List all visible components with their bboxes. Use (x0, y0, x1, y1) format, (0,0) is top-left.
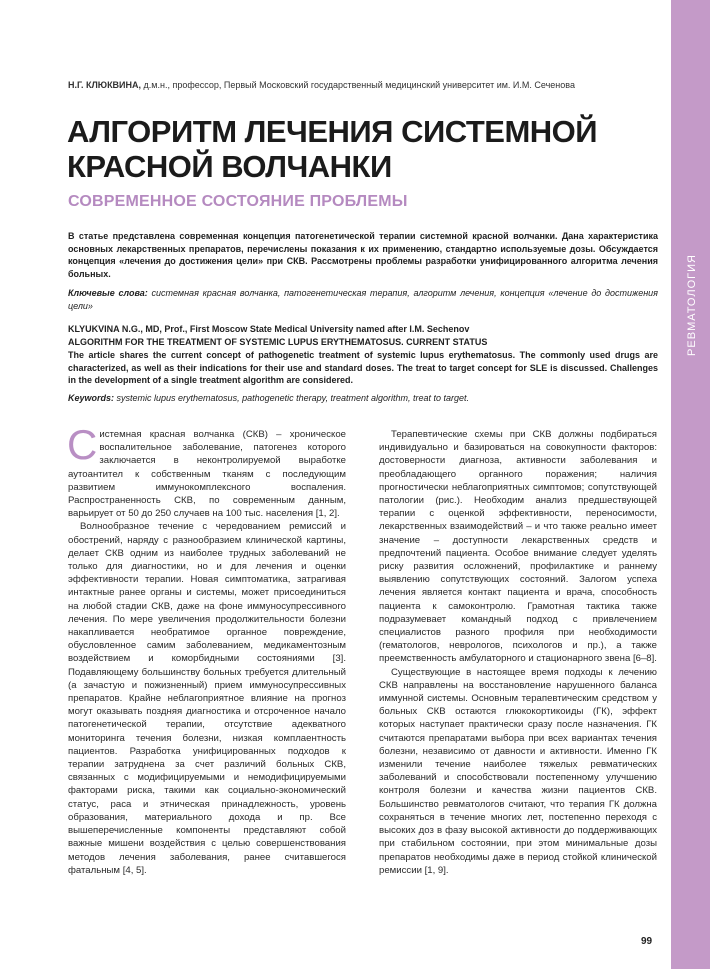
title-en: ALGORITHM FOR THE TREATMENT OF SYSTEMIC LUPUS ERYTHEMATOSUS. CURRENT STATUS (68, 337, 488, 347)
section-label (684, 250, 700, 360)
page-number: 99 (641, 936, 653, 947)
body-left-paragraph-2: Волнообразное течение с чередованием ремиссий и обострений, наряду с разнообразием клинической картины, делает СКВ одним из наиболее трудных заболеваний не только для диагностики, но и для лечения и оценки эффективности терапии. Новая симптоматика, затрагивая интактные ранее органы и системы, может присоединиться на любой стадии СКВ, даже на фоне иммуносупрессивного лечения. По мере увеличения продолжительности болезни накапливается необратимое органное повреждение, обусловленное самим заболеванием, медикаментозным воздействием и коморбидными состояниями [3]. Подавляющему большинству больных требуется длительный (а зачастую и пожизненный) прием иммуносупрессивных препаратов. Крайне неблагоприятное влияние на прогноз могут оказывать поздняя диагностика и отсроченное начало патогенетической терапии, отсутствие адекватного мониторинга течения болезни, низкая комплаентность пациентов. Разработка унифицированных подходов к терапии затруднена за счет различий больных СКВ, связанных с модифицируемыми и немодифицируемыми факторами риска, такими как социально-экономический статус, раса и этническая принадлежность, уровень образования, материального дохода и пр. Все вышеперечисленные компоненты представляют собой важные мишени воздействия с целью совершенствования методов лечения заболевания, ранее считавшегося фатальным [4, 5]. (68, 521, 346, 876)
abstract-ru: В статье представлена современная концепция патогенетической терапии системной красной волчанки. Дана характеристика основных лекарственных препаратов, перечислены показания к их применению, стандартно используемые дозы. Обсуждается концепция «лечения до достижения цели» при СКВ. Рассмотрены проблемы разработки унифицированного алгоритма лечения больных. (68, 231, 658, 279)
body-left-paragraph-1 (67, 421, 346, 520)
keywords-ru-label: Ключевые слова: (68, 288, 148, 298)
keywords-en-label: Keywords: (68, 393, 115, 403)
keywords-ru-text: системная красная волчанка, патогенетическая терапия, алгоритм лечения, концепция «лечение до достижения цели» (68, 288, 658, 311)
author-name: Н.Г. КЛЮКВИНА, (68, 80, 142, 90)
article-title: АЛГОРИТМ ЛЕЧЕНИЯ СИСТЕМНОЙ КРАСНОЙ ВОЛЧАНКИ (67, 114, 598, 184)
author-line (68, 80, 658, 90)
body-left-paragraph-1-text: истемная красная волчанка (СКВ) – хроническое воспалительное заболевание, патогенез которого заключается в неконтролируемой выработке аутоантител к собственным тканям с последующим развитием иммунокомплексного воспаления. Распространенность СКВ, по современным данным, варьирует от 50 до 250 случаев на 100 тыс. населения [1, 2]. (68, 429, 346, 520)
author-en: KLYUKVINA N.G., MD, Prof., First Moscow State Medical University named after I.M. Sechenov (68, 324, 470, 334)
keywords-en (68, 392, 658, 405)
body-column-right (379, 428, 657, 877)
body-right-paragraph-1: Терапевтические схемы при СКВ должны подбираться индивидуально и базироваться на совокупности факторов: достоверности диагноза, активности заболевания и преобладающего органного поражения; наличия прогностически неблагоприятных симптомов; сопутствующей патологии (рис.). Необходим анализ предшествующей терапии с оценкой эффективности, переносимости, лекарственных взаимодействий – и что также реально имеет значение – доступности лекарственных средств и предпочтений пациента. Особое внимание следует уделять риску развития осложнений, профилактике и раннему выявлению сопутствующих состояний. Залогом успеха лечения является контакт пациента и врача, способность пациента к самоконтролю. Грамотная тактика также подразумевает командный подход с привлечением специалистов разного профиля при необходимости (гематологов, неврологов, психологов и пр.), а также преемственность амбулаторного и стационарного звена [6–8]. (379, 429, 657, 665)
article-subtitle: СОВРЕМЕННОЕ СОСТОЯНИЕ ПРОБЛЕМЫ (68, 193, 408, 210)
body-right-paragraph-2: Существующие в настоящее время подходы к лечению СКВ направлены на восстановление нарушенного баланса иммунной системы. Основным терапевтическим средством у больных СКВ остаются глюкокортикоиды (ГК), эффект которых наступает практически сразу после назначения. ГК считаются препаратами выбора при всех вариантах течения болезни, независимо от давности и активности. Именно ГК изменили течение наиболее тяжелых ревматических заболеваний и способствовали постепенному улучшению контроля болезни и качества жизни пациентов СКВ. Большинство ревматологов считают, что терапия ГК должна сохраняться в течение многих лет, постепенно переходя с высоких доз в фазу высокой активности до поддерживающих при стабильном состоянии, при этом минимальные дозы препаратов необходимы даже в период стойкой клинической ремиссии [1, 9]. (379, 666, 657, 876)
body-column-left (67, 421, 346, 877)
author-affiliation: д.м.н., профессор, Первый Московский государственный медицинский университет им. И.М. Сеченова (141, 80, 575, 90)
section-label-text: РЕВМАТОЛОГИЯ (686, 254, 699, 356)
section-sidebar (671, 0, 710, 969)
abstract-en: The article shares the current concept of pathogenetic treatment of systemic lupus erythematosus. The commonly used drugs are characterized, as well as their indications for their use and standard doses. The treat to target concept for SLE is discussed. Challenges in the development of a single treatment algorithm are considered. (68, 350, 658, 386)
keywords-en-text: systemic lupus erythematosus, pathogenetic therapy, treatment algorithm, treat to target. (114, 393, 470, 403)
drop-cap: С (67, 421, 98, 468)
keywords-ru (68, 287, 658, 312)
